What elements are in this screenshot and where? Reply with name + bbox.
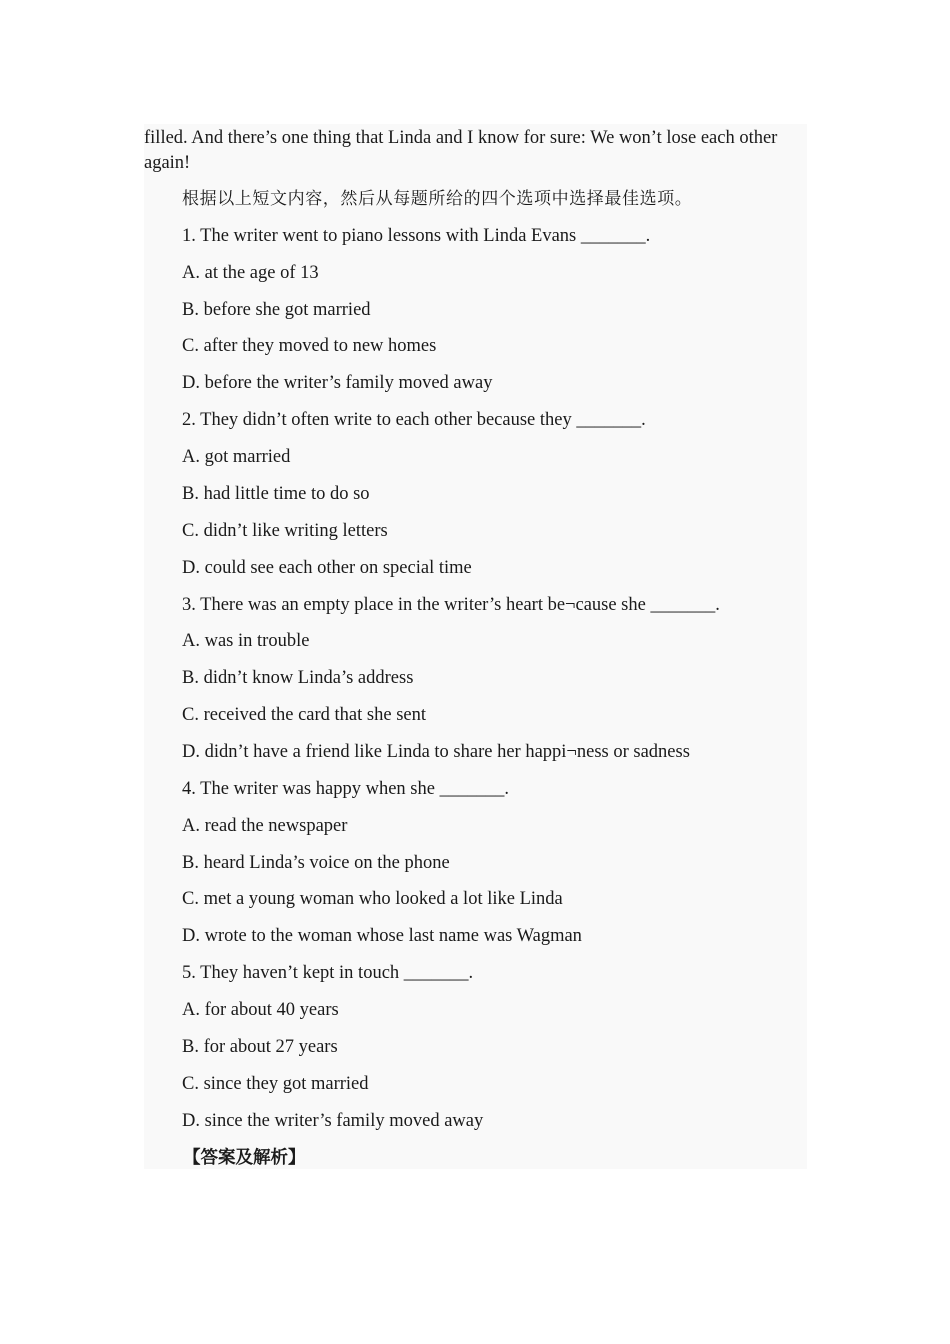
question-1-option-b: B. before she got married — [182, 300, 371, 320]
question-1-option-c: C. after they moved to new homes — [182, 336, 437, 356]
question-5-option-d: D. since the writer’s family moved away — [182, 1111, 484, 1131]
question-3-option-d: D. didn’t have a friend like Linda to share her happi¬ness or sadness — [182, 742, 690, 762]
question-3-option-c: C. received the card that she sent — [182, 705, 426, 725]
question-2-option-a: A. got married — [182, 447, 291, 467]
question-2-option-d: D. could see each other on special time — [182, 558, 472, 578]
question-4-stem: 4. The writer was happy when she _______. — [182, 779, 509, 799]
question-4-option-c: C. met a young woman who looked a lot like Linda — [182, 889, 563, 909]
question-1-option-d: D. before the writer’s family moved away — [182, 373, 493, 393]
question-1-stem: 1. The writer went to piano lessons with Linda Evans _______. — [182, 226, 651, 246]
question-5-stem: 5. They haven’t kept in touch _______. — [182, 963, 474, 983]
passage-ending-paragraph: filled. And there’s one thing that Linda and I know for sure: We won’t lose each other again! — [144, 128, 778, 173]
question-3-option-a: A. was in trouble — [182, 631, 310, 651]
question-5-option-c: C. since they got married — [182, 1074, 369, 1094]
question-3-stem: 3. There was an empty place in the writer’s heart be¬cause she _______. — [182, 595, 720, 615]
question-5-option-a: A. for about 40 years — [182, 1000, 339, 1020]
question-4-option-a: A. read the newspaper — [182, 816, 348, 836]
question-2-option-c: C. didn’t like writing letters — [182, 521, 388, 541]
answer-section-heading: 【答案及解析】 — [183, 1148, 306, 1168]
question-3-option-b: B. didn’t know Linda’s address — [182, 668, 414, 688]
instructions-text: 根据以上短文内容，然后从每题所给的四个选项中选择最佳选项。 — [182, 189, 693, 209]
question-5-option-b: B. for about 27 years — [182, 1037, 338, 1057]
question-1-option-a: A. at the age of 13 — [182, 263, 319, 283]
question-4-option-d: D. wrote to the woman whose last name was Wagman — [182, 926, 582, 946]
question-2-option-b: B. had little time to do so — [182, 484, 370, 504]
question-2-stem: 2. They didn’t often write to each other because they _______. — [182, 410, 646, 430]
question-4-option-b: B. heard Linda’s voice on the phone — [182, 853, 450, 873]
